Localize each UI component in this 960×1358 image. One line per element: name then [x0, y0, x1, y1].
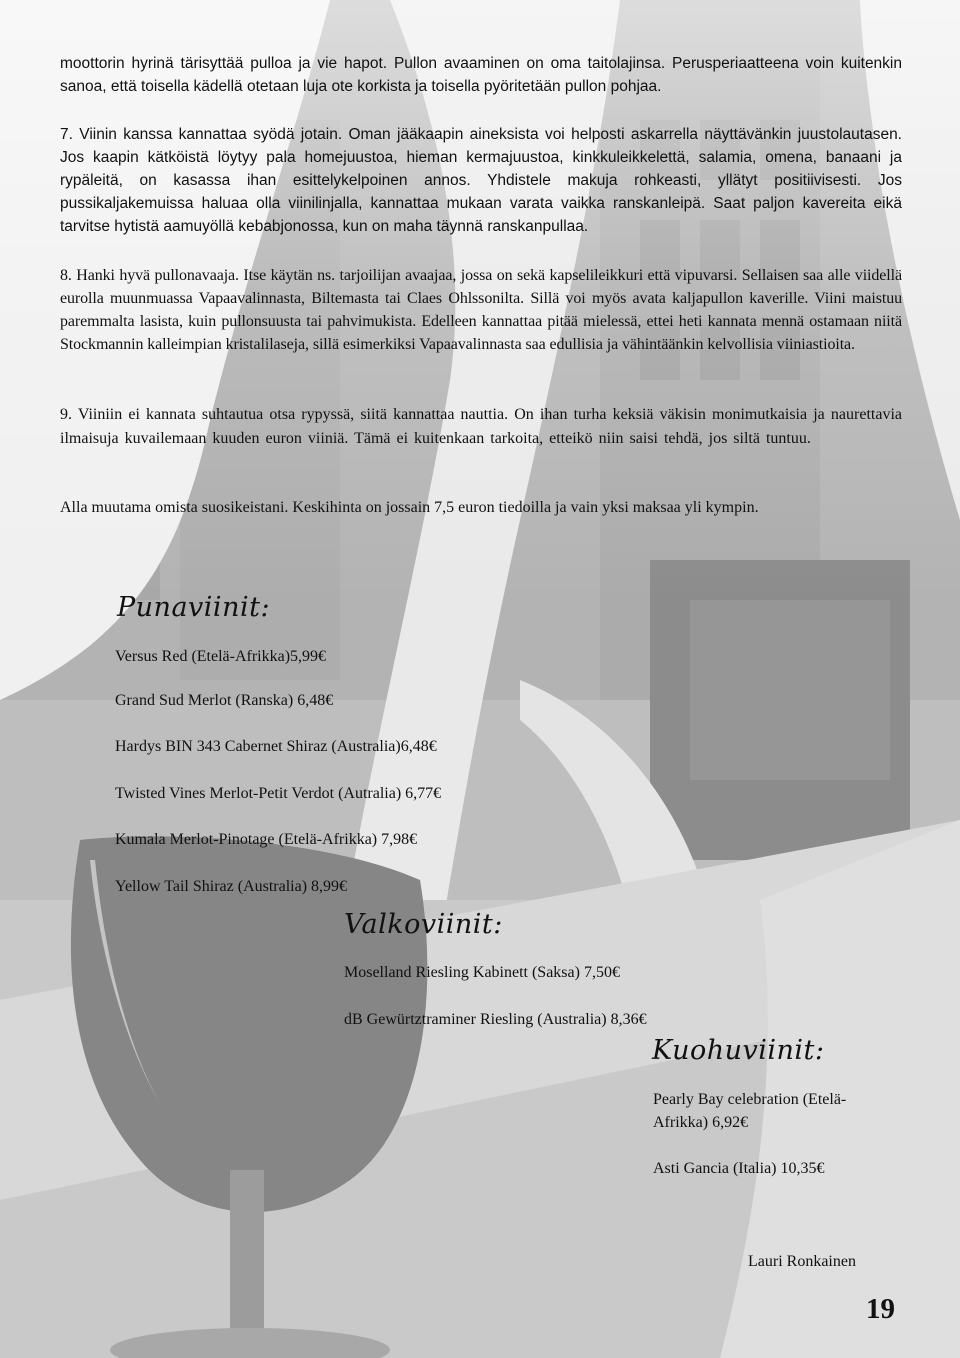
red-wine-item: Grand Sud Merlot (Ranska) 6,48€: [115, 692, 334, 709]
white-wine-item: dB Gewürtztraminer Riesling (Australia) 8,36€: [344, 1011, 647, 1028]
paragraph-7: 7. Viinin kanssa kannattaa syödä jotain. Oman jääkaapin aineksista voi helposti askarrella näyttävänkin juustolautasen. Jos kaapin kätköistä löytyy pala homejuustoa, hieman kermajuustoa, kinkkuleikkelettä, salamia, omena, banaani ja rypäleitä, on kasassa ihan esittelykelpoinen annos. Yhdistele makuja rohkeasti, yllätyt positiivisesti. Jos pussikaljakemuissa haluaa olla viinilinjalla, kannattaa mukaan varata vaikka ranskanleipä. Saat paljon kavereita eikä tarvitse hytistä aamuyöllä kebabjonossa, kun on maha täynnä ranskanpullaa.: [60, 126, 902, 235]
red-wine-item: Kumala Merlot-Pinotage (Etelä-Afrikka) 7,98€: [115, 831, 418, 848]
red-wine-item: Hardys BIN 343 Cabernet Shiraz (Australia)6,48€: [115, 738, 437, 755]
sparkling-wine-item: Pearly Bay celebration (Etelä-Afrikka) 6,92€: [653, 1091, 847, 1131]
paragraph-6-end: moottorin hyrinä tärisyttää pulloa ja vie hapot. Pullon avaaminen on oma taitolajinsa. Perusperiaatteena voin kuitenkin sanoa, että toisella kädellä otetaan luja ote korkista ja toisella pyöritetään pullon pohjaa.: [60, 55, 902, 95]
paragraph-9: 9. Viiniin ei kannata suhtautua otsa rypyssä, siitä kannattaa nauttia. On ihan turha keksiä väkisin monimutkaisia ja naurettavia ilmaisuja kuvailemaan kuuden euron viiniä. Tämä ei kuitenkaan tarkoita, etteikö niin saisi tehdä, jos siltä tuntuu.: [60, 406, 902, 447]
paragraph-8: 8. Hanki hyvä pullonavaaja. Itse käytän ns. tarjoilijan avaajaa, jossa on sekä kapselileikkuri että vipuvarsi. Sellaisen saa alle viidellä eurolla muunmuassa Vapaavalinnasta, Biltemasta tai Claes Ohlssonilta. Sillä voi myös avata kaljapullon kaverille. Viini maistuu paremmalta lasista, kuin pullonsuusta tai pahvimukista. Edelleen kannattaa pitää mielessä, ettei heti kannata mennä ostamaan niitä Stockmannin kalleimpian kristalilaseja, sillä esimerkiksi Vapaavalinnasta saa edullisia ja vähintäänkin kelvollisia viiniastioita.: [60, 267, 902, 353]
sparkling-wines-title: Kuohuviinit:: [652, 1035, 825, 1066]
intro-paragraph: Alla muutama omista suosikeistani. Keskihinta on jossain 7,5 euron tiedoilla ja vain yksi maksaa yli kympin.: [60, 499, 759, 516]
white-wines-title: Valkoviinit:: [344, 909, 503, 940]
red-wines-title: Punaviinit:: [117, 592, 271, 623]
sparkling-wine-item: Asti Gancia (Italia) 10,35€: [653, 1160, 825, 1177]
red-wine-item: Twisted Vines Merlot-Petit Verdot (Autralia) 6,77€: [115, 785, 442, 802]
red-wine-item: Yellow Tail Shiraz (Australia) 8,99€: [115, 878, 348, 895]
white-wine-item: Moselland Riesling Kabinett (Saksa) 7,50€: [344, 964, 620, 981]
author-name: Lauri Ronkainen: [748, 1253, 856, 1270]
red-wine-item: Versus Red (Etelä-Afrikka)5,99€: [115, 648, 327, 665]
page-number: 19: [866, 1293, 895, 1325]
